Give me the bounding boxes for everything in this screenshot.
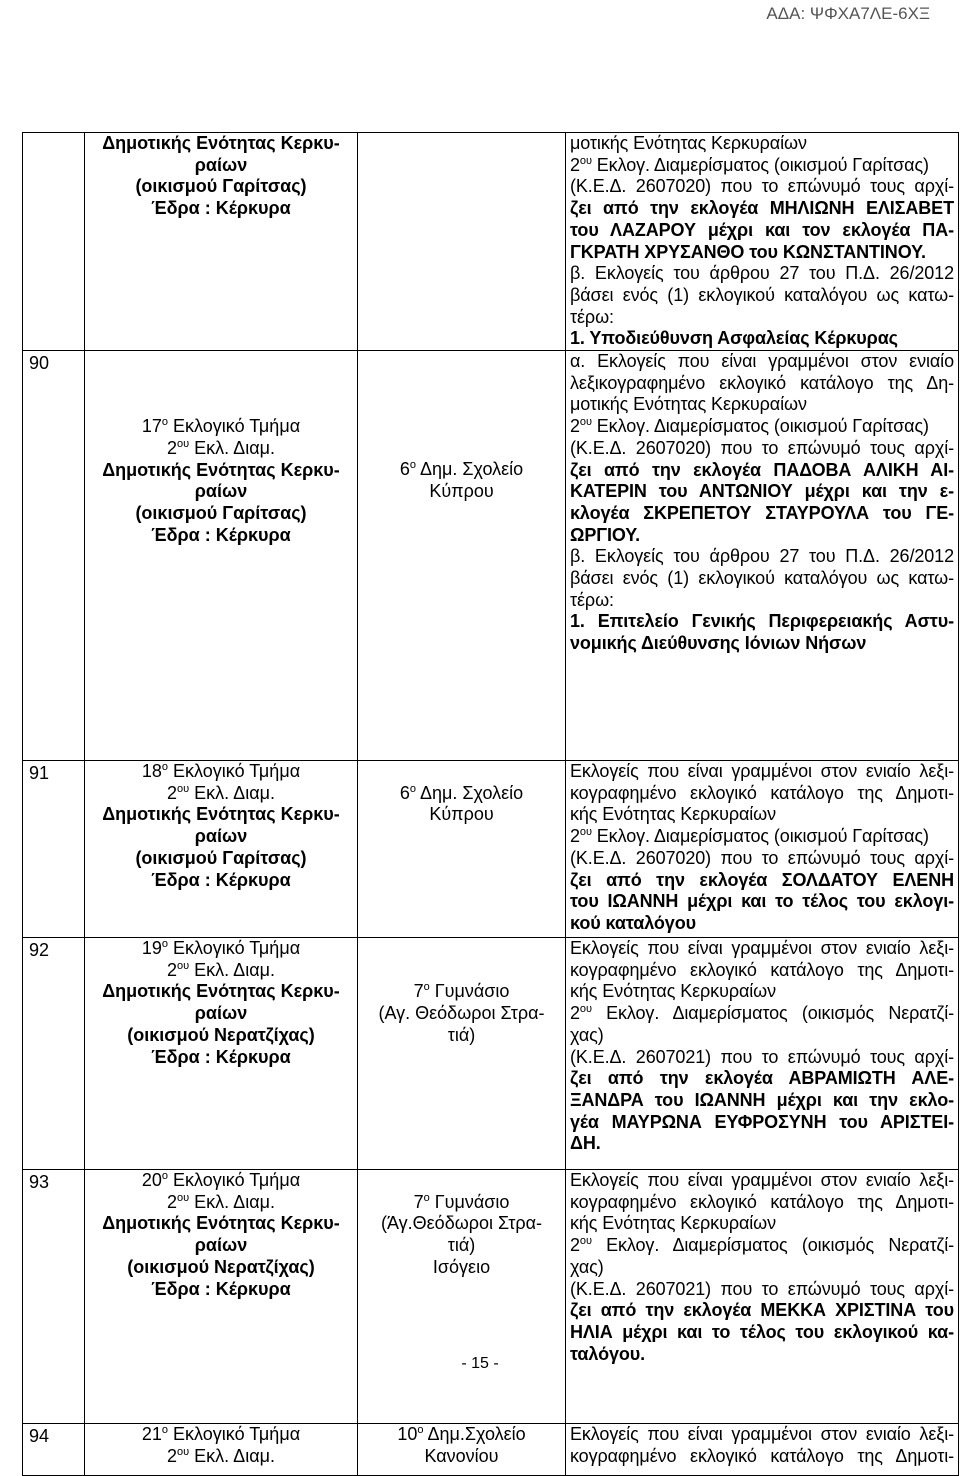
text-line: $2^{o\upsilon}$ Εκλ. Διαμ. (167, 437, 275, 458)
text-line: μοτικής Ενότητας Κερκυραίων (570, 133, 807, 153)
electoral-section-cell (85, 133, 358, 351)
text-line: κού καταλόγου (570, 912, 696, 933)
text-line: ζει από την εκλογέα ΠΑΔΟΒΑ ΑΛΙΚΗ ΑΙ- (570, 459, 954, 480)
row-number: 93 (23, 1170, 85, 1424)
text-line: Εκλογείς που είναι γραμμένοι στον ενιαίο λεξι- (570, 938, 954, 959)
text-line: $10^o$ Δημ.Σχολείο (397, 1424, 526, 1445)
text-line: τιά) (447, 1235, 476, 1256)
row-number: 92 (23, 938, 85, 1170)
voters-description-cell (566, 761, 959, 938)
text-line: ζει από την εκλογέα ΜΕΚΚΑ ΧΡΙΣΤΙΝΑ του (570, 1300, 954, 1321)
text-line: $6^o$ Δημ. Σχολείο (399, 459, 524, 480)
polling-location-cell (358, 938, 566, 1170)
polling-location-cell (358, 133, 566, 351)
text-line: μοτικής Ενότητας Κερκυραίων (570, 394, 807, 415)
voters-description-cell (566, 351, 959, 761)
text-line (362, 351, 561, 373)
text-line: Ισόγειο (432, 1256, 491, 1277)
voters-description-cell (566, 938, 959, 1170)
polling-location-cell (358, 351, 566, 761)
text-line: κής Ενότητας Κερκυραίων (570, 981, 777, 1002)
text-line: Δημοτικής Ενότητας Κερκυ- (102, 1213, 340, 1234)
row-number: 94 (23, 1424, 85, 1476)
text-line: $7^o$ Γυμνάσιο (413, 981, 510, 1002)
polling-location-cell (358, 1170, 566, 1424)
text-line: (Κ.Ε.Δ. 2607020) που το επώνυμό τους αρχί- (570, 847, 954, 868)
text-line: βάσει ενός (1) εκλογικού καταλόγου ως κατω- (570, 284, 954, 305)
text-line: ραίων (194, 481, 248, 502)
text-line: Έδρα : Κέρκυρα (151, 1278, 291, 1299)
text-line: (οικισμού Νερατζίχας) (127, 1256, 315, 1277)
text-line: $2^{o\upsilon}$ Εκλογ. Διαμερίσματος (οικισμού Γαρίτσας) (570, 154, 929, 175)
text-line: $2^{o\upsilon}$ Εκλ. Διαμ. (167, 959, 275, 980)
text-line: τέρω: (570, 306, 614, 327)
text-line: βάσει ενός (1) εκλογικού καταλόγου ως κατω- (570, 568, 954, 589)
text-line: Δημοτικής Ενότητας Κερκυ- (102, 804, 340, 825)
row-number (23, 133, 85, 351)
text-line: Εκλογείς που είναι γραμμένοι στον ενιαίο λεξι- (570, 1424, 954, 1445)
document-reference-code: ΑΔΑ: ΨΦΧΑ7ΛΕ-6ΧΞ (766, 4, 930, 23)
table-row (23, 938, 959, 1170)
text-line: ραίων (194, 154, 248, 175)
text-line: $18^o$ Εκλογικό Τμήμα (141, 761, 301, 782)
text-line: τέρω: (570, 589, 614, 610)
page-number: - 15 - (461, 1355, 499, 1372)
text-line: Δημοτικής Ενότητας Κερκυ- (102, 459, 340, 480)
polling-location-cell (358, 761, 566, 938)
table-row (23, 761, 959, 938)
text-line: κής Ενότητας Κερκυραίων (570, 804, 777, 825)
text-line: $21^o$ Εκλογικό Τμήμα (141, 1424, 301, 1445)
electoral-section-cell (85, 1170, 358, 1424)
row-number: 90 (23, 351, 85, 761)
row-number: 91 (23, 761, 85, 938)
text-line (362, 938, 561, 960)
text-line: α. Εκλογείς που είναι γραμμένοι στον ενιαίο (570, 351, 954, 372)
text-line: $2^{o\upsilon}$ Εκλογ. Διαμερίσματος (οικισμός Νερατζί- (570, 1235, 954, 1256)
text-line: $17^o$ Εκλογικό Τμήμα (141, 416, 301, 437)
text-line: ΓΚΡΑΤΗ ΧΡΥΣΑΝΘΟ του ΚΩΝΣΤΑΝΤΙΝΟΥ. (570, 241, 926, 262)
text-line: β. Εκλογείς του άρθρου 27 του Π.Δ. 26/2012 (570, 546, 954, 567)
electoral-section-cell (85, 761, 358, 938)
text-line: Έδρα : Κέρκυρα (151, 869, 291, 890)
text-line: Κύπρου (429, 481, 494, 502)
polling-stations-table (22, 132, 959, 1476)
text-line: $2^{o\upsilon}$ Εκλογ. Διαμερίσματος (οικισμού Γαρίτσας) (570, 416, 929, 437)
text-line: Εκλογείς που είναι γραμμένοι στον ενιαίο λεξι- (570, 761, 954, 782)
voters-description-cell (566, 133, 959, 351)
text-line: ζει από την εκλογέα ΑΒΡΑΜΙΩΤΗ ΑΛΕ- (570, 1068, 954, 1089)
text-line: ΩΡΓΙΟΥ. (570, 524, 641, 545)
text-line: β. Εκλογείς του άρθρου 27 του Π.Δ. 26/2012 (570, 263, 954, 284)
text-line: $2^{o\upsilon}$ Εκλογ. Διαμερίσματος (οικισμού Γαρίτσας) (570, 826, 929, 847)
text-line (91, 351, 351, 373)
text-line: (Αγ. Θεόδωροι Στρα- (378, 1003, 545, 1024)
text-line: 1. Επιτελείο Γενικής Περιφερειακής Αστυ- (570, 611, 954, 632)
text-line: ΗΛΙΑ μέχρι και το τέλος του εκλογικού κα- (570, 1321, 954, 1342)
text-line (362, 416, 561, 438)
electoral-section-cell (85, 938, 358, 1170)
text-line: (Κ.Ε.Δ. 2607021) που το επώνυμό τους αρχί- (570, 1046, 954, 1067)
text-line: (Κ.Ε.Δ. 2607020) που το επώνυμό τους αρχί- (570, 176, 954, 197)
text-line (362, 438, 561, 460)
text-line: $20^o$ Εκλογικό Τμήμα (141, 1170, 301, 1191)
text-line (362, 394, 561, 416)
text-line: τιά) (447, 1024, 476, 1045)
text-line: $7^o$ Γυμνάσιο (413, 1191, 510, 1212)
text-line: (Κ.Ε.Δ. 2607021) που το επώνυμό τους αρχί- (570, 1278, 954, 1299)
text-line: $2^{o\upsilon}$ Εκλογ. Διαμερίσματος (οικισμός Νερατζί- (570, 1003, 954, 1024)
text-line (362, 373, 561, 395)
text-line (91, 394, 351, 416)
electoral-section-cell (85, 1424, 358, 1476)
text-line: Έδρα : Κέρκυρα (151, 524, 291, 545)
text-line: γέα ΜΑΥΡΩΝΑ ΕΥΦΡΟΣΥΝΗ του ΑΡΙΣΤΕΙ- (570, 1111, 954, 1132)
text-line: του ΛΑΖΑΡΟΥ μέχρι και τον εκλογέα ΠΑ- (570, 219, 954, 240)
text-line: ζει από την εκλογέα ΜΗΛΙΩΝΗ ΕΛΙΣΑΒΕΤ (570, 198, 954, 219)
text-line (362, 960, 561, 982)
text-line (362, 1170, 561, 1192)
text-line: ραίων (194, 826, 248, 847)
text-line: $2^{o\upsilon}$ Εκλ. Διαμ. (167, 1191, 275, 1212)
voters-description-cell (566, 1424, 959, 1476)
text-line: χας) (570, 1024, 604, 1045)
text-line: κογραφημένο εκλογικό κατάλογο της Δημοτι- (570, 1191, 954, 1212)
table-row (23, 133, 959, 351)
text-line: χας) (570, 1256, 604, 1277)
text-line: Κανονίου (424, 1445, 499, 1466)
text-line: κλογέα ΣΚΡΕΠΕΤΟΥ ΣΤΑΥΡΟΥΛΑ του ΓΕ- (570, 502, 954, 523)
text-line: κογραφημένο εκλογικό κατάλογο της Δημοτι- (570, 1445, 954, 1466)
text-line: $2^{o\upsilon}$ Εκλ. Διαμ. (167, 782, 275, 803)
text-line: κής Ενότητας Κερκυραίων (570, 1213, 777, 1234)
text-line: (οικισμού Γαρίτσας) (135, 502, 307, 523)
text-line: ραίων (194, 1235, 248, 1256)
polling-location-cell (358, 1424, 566, 1476)
text-line: $19^o$ Εκλογικό Τμήμα (141, 938, 301, 959)
text-line: (Άγ.Θεόδωροι Στρα- (380, 1213, 543, 1234)
text-line: του ΙΩΑΝΝΗ μέχρι και το τέλος του εκλογι- (570, 891, 954, 912)
text-line: ζει από την εκλογέα ΣΟΛΔΑΤΟΥ ΕΛΕΝΗ (570, 869, 954, 890)
table-row (23, 1170, 959, 1424)
text-line: νομικής Διεύθυνσης Ιόνιων Νήσων (570, 633, 867, 654)
text-line: (οικισμού Γαρίτσας) (135, 847, 307, 868)
text-line: Έδρα : Κέρκυρα (151, 198, 291, 219)
text-line: (οικισμού Γαρίτσας) (135, 176, 307, 197)
text-line: ραίων (194, 1003, 248, 1024)
text-line: (Κ.Ε.Δ. 2607020) που το επώνυμό τους αρχί- (570, 437, 954, 458)
text-line: Κύπρου (429, 804, 494, 825)
table-row (23, 1424, 959, 1476)
text-line: Εκλογείς που είναι γραμμένοι στον ενιαίο λεξι- (570, 1170, 954, 1191)
text-line: (οικισμού Νερατζίχας) (127, 1024, 315, 1045)
text-line: Δημοτικής Ενότητας Κερκυ- (102, 133, 340, 153)
text-line (362, 761, 561, 783)
text-line: κογραφημένο εκλογικό κατάλογο της Δημοτι- (570, 782, 954, 803)
text-line: κογραφημένο εκλογικό κατάλογο της Δημοτι- (570, 959, 954, 980)
table-row (23, 351, 959, 761)
text-line: 1. Υποδιεύθυνση Ασφαλείας Κέρκυρας (570, 328, 898, 349)
text-line: Δημοτικής Ενότητας Κερκυ- (102, 981, 340, 1002)
text-line: ΚΑΤΕΡΙΝ του ΑΝΤΩΝΙΟΥ μέχρι και την ε- (570, 481, 954, 502)
text-line: ΔΗ. (570, 1133, 601, 1154)
text-line: ΞΑΝΔΡΑ του ΙΩΑΝΝΗ μέχρι και την εκλο- (570, 1089, 954, 1110)
text-line: $2^{o\upsilon}$ Εκλ. Διαμ. (167, 1445, 275, 1466)
text-line (91, 373, 351, 395)
text-line: λεξικογραφημένο εκλογικό κατάλογο της Δη- (570, 372, 954, 393)
electoral-section-cell (85, 351, 358, 761)
voters-description-cell (566, 1170, 959, 1424)
text-line: ταλόγου. (570, 1343, 646, 1364)
text-line: Έδρα : Κέρκυρα (151, 1046, 291, 1067)
text-line: $6^o$ Δημ. Σχολείο (399, 782, 524, 803)
